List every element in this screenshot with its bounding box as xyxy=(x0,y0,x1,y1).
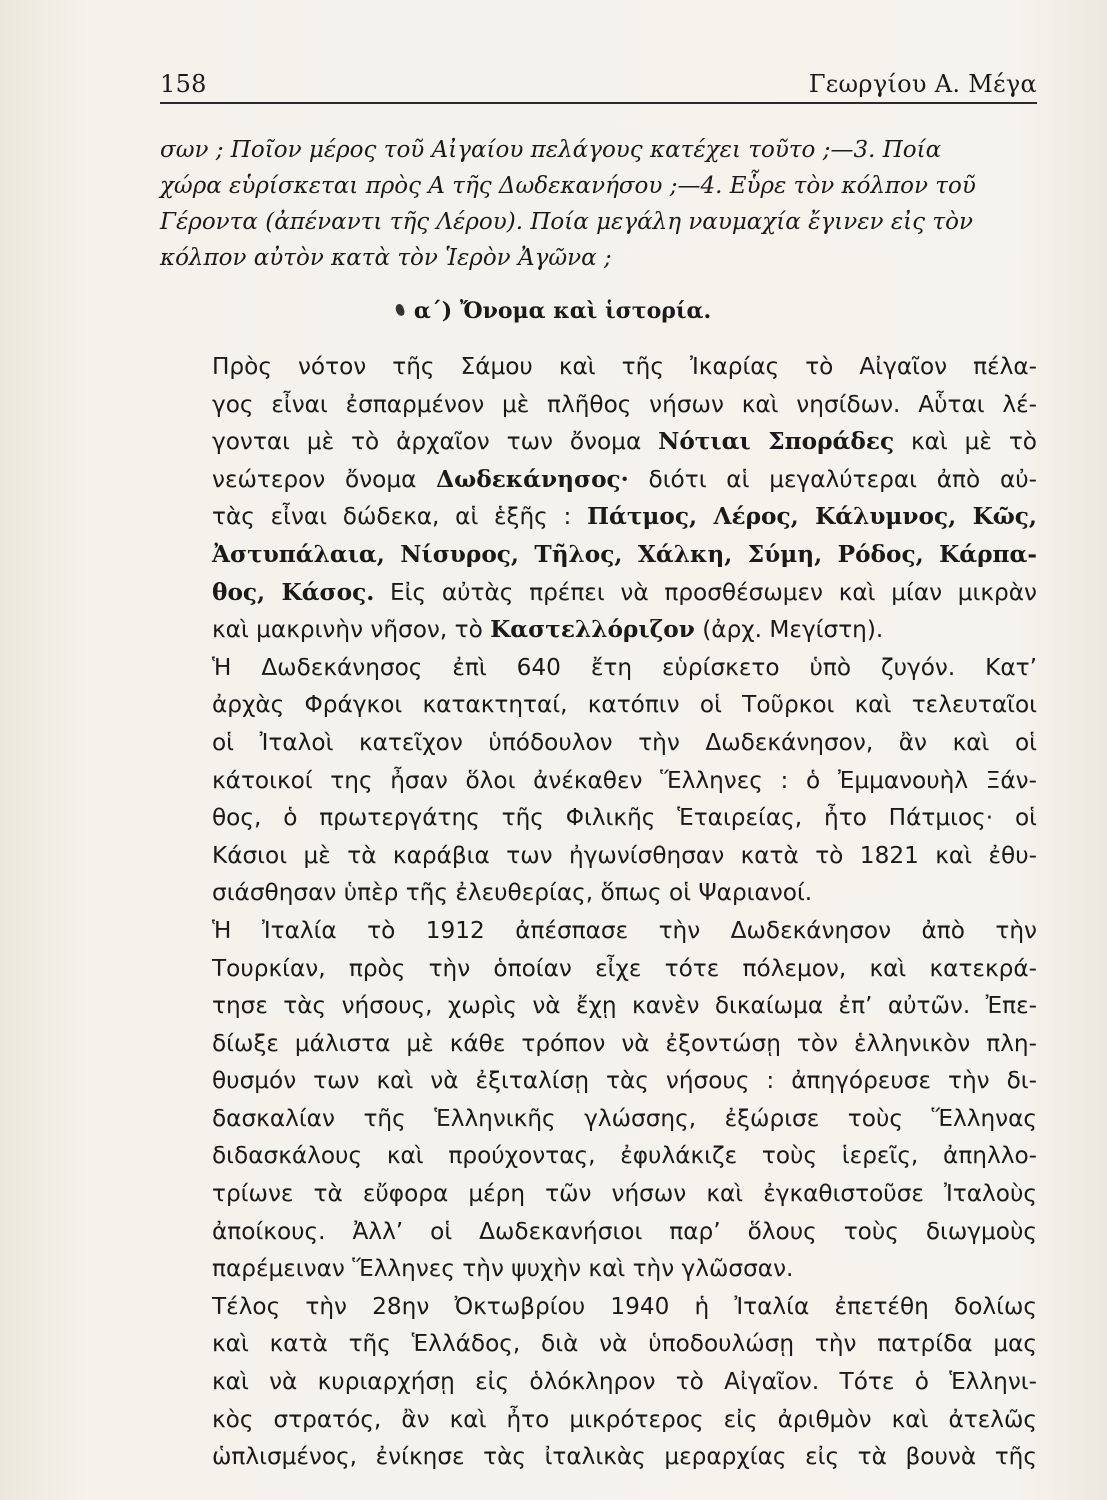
text-line: κάτοικοί της ἦσαν ὅλοι ἀνέκαθεν Ἕλληνες : ὁ Ἐμμανουὴλ Ξάν- xyxy=(212,766,1037,794)
running-head-author: Γεωργίου Α. Μέγα xyxy=(808,70,1037,98)
text-line: ἀρχὰς Φράγκοι κατακτηταί, κατόπιν οἱ Τοῦρκοι καὶ τελευταῖοι xyxy=(212,691,1037,719)
text-line: δασκαλίαν τῆς Ἑλληνικῆς γλώσσης, ἐξώρισε τοὺς Ἕλληνας xyxy=(212,1104,1037,1132)
text-line xyxy=(160,461,1037,499)
text-line xyxy=(160,574,1037,612)
text-line: σιάσθησαν ὑπὲρ τῆς ἐλευθερίας, ὅπως οἱ Ψαριανοί. xyxy=(212,879,813,907)
text-run: γονται μὲ τὸ ἀρχαῖον των ὄνομα xyxy=(212,428,642,456)
section-heading xyxy=(0,298,1107,324)
text-line: διδασκάλους καὶ προύχοντας, ἐφυλάκιζε τοὺς ἱερεῖς, ἀπηλλο- xyxy=(212,1142,1037,1170)
text-line: δίωξε μάλιστα μὲ κάθε τρόπον νὰ ἐξοντώσῃ τὸν ἑλληνικὸν πλη- xyxy=(212,1029,1037,1057)
intro-line: κόλπον αὐτὸν κατὰ τὸν Ἱερὸν Ἀγῶνα ; xyxy=(160,245,612,271)
text-line: καὶ νὰ κυριαρχήσῃ εἰς ὁλόκληρον τὸ Αἰγαῖον. Τότε ὁ Ἑλληνι- xyxy=(212,1368,1037,1396)
text-line: Κάσιοι μὲ τὰ καράβια των ἠγωνίσθησαν κατὰ τὸ 1821 καὶ ἐθυ- xyxy=(212,841,1037,869)
paragraph-history xyxy=(160,649,1037,912)
intro-line: σων ; Ποῖον μέρος τοῦ Αἰγαίου πελάγους κατέχει τοῦτο ;—3. Ποία xyxy=(160,137,942,163)
island-group-name: Δωδεκάνησος· xyxy=(436,465,629,493)
text-line: ὡπλισμένος, ἐνίκησε τὰς ἰταλικὰς μεραρχίας εἰς τὰ βουνὰ τῆς xyxy=(212,1443,1037,1471)
text-line: ἀποίκους. Ἀλλ’ οἱ Δωδεκανήσιοι παρ’ ὅλους τοὺς διωγμοὺς xyxy=(212,1217,1037,1245)
text-line: γος εἶναι ἐσπαρμένον μὲ πλῆθος νήσων καὶ νησίδων. Αὗται λέ- xyxy=(212,390,1037,418)
body-text xyxy=(160,348,1037,1476)
text-run: καὶ μακρινὴν νῆσον, τὸ xyxy=(212,616,483,644)
text-run: τὰς εἶναι δώδεκα, αἱ ἑξῆς : xyxy=(212,503,572,531)
paragraph-name-origin xyxy=(160,348,1037,649)
intro-line: χώρα εὑρίσκεται πρὸς Α τῆς Δωδεκανήσου ;—4. Εὗρε τὸν κόλπον τοῦ xyxy=(160,173,976,199)
page-number: 158 xyxy=(160,70,207,98)
exercise-questions xyxy=(160,132,1037,276)
text-line: Ἡ Δωδεκάνησος ἐπὶ 640 ἔτη εὑρίσκετο ὑπὸ ζυγόν. Κατ’ xyxy=(212,653,1037,681)
text-line: Πρὸς νότον τῆς Σάμου καὶ τῆς Ἰκαρίας τὸ Αἰγαῖον πέλα- xyxy=(212,353,1037,380)
page-header xyxy=(160,60,1037,98)
text-line: παρέμειναν Ἕλληνες τὴν ψυχὴν καὶ τὴν γλῶσσαν. xyxy=(212,1255,794,1283)
text-run: διότι αἱ μεγαλύτεραι ἀπὸ αὐ- xyxy=(648,465,1038,493)
text-line: Τουρκίαν, πρὸς τὴν ὁποίαν εἶχε τότε πόλεμον, καὶ κατεκρά- xyxy=(212,954,1037,982)
section-heading-text: α΄) Ὄνομα καὶ ἱστορία. xyxy=(413,298,712,324)
text-run: νεώτερον ὄνομα xyxy=(212,465,417,493)
text-run: καὶ μὲ τὸ xyxy=(910,428,1037,456)
text-line xyxy=(160,611,1037,649)
island-names: θος, Κάσος. xyxy=(212,578,375,606)
text-line: κὸς στρατός, ἂν καὶ ἦτο μικρότερος εἰς ἀριθμὸν καὶ ἀτελῶς xyxy=(212,1405,1037,1433)
island-names: Πάτμος, Λέρος, Κάλυμνος, Κῶς, xyxy=(587,503,1037,531)
intro-line: Γέροντα (ἀπέναντι τῆς Λέρου). Ποία μεγάλη ναυμαχία ἔγινεν εἰς τὸν xyxy=(160,209,973,235)
paragraph-italian-rule xyxy=(160,912,1037,1288)
text-line: καὶ κατὰ τῆς Ἑλλάδος, διὰ νὰ ὑποδουλώσῃ τὴν πατρίδα μας xyxy=(212,1330,1037,1358)
text-line: θος, ὁ πρωτεργάτης τῆς Φιλικῆς Ἑταιρείας, ἦτο Πάτμιος· οἱ xyxy=(212,804,1037,832)
text-line: Τέλος τὴν 28ην Ὀκτωβρίου 1940 ἡ Ἰταλία ἐπετέθη δολίως xyxy=(212,1292,1037,1320)
text-line xyxy=(160,423,1037,461)
island-names: Ἀστυπάλαια, Νίσυρος, Τῆλος, Χάλκη, Σύμη, Ρόδος, Κάρπα- xyxy=(212,540,1037,568)
text-line: τρίωνε τὰ εὔφορα μέρη τῶν νήσων καὶ ἐγκαθιστοῦσε Ἰταλοὺς xyxy=(212,1180,1037,1208)
text-run: (ἀρχ. Μεγίστη). xyxy=(702,616,884,644)
island-group-name: Νότιαι Σποράδες xyxy=(658,428,895,456)
text-line: οἱ Ἰταλοὶ κατεῖχον ὑπόδουλον τὴν Δωδεκάνησον, ἂν καὶ οἱ xyxy=(212,728,1037,756)
text-line: θυσμόν των καὶ νὰ ἐξιταλίσῃ τὰς νήσους : ἀπηγόρευσε τὴν δι- xyxy=(212,1067,1037,1095)
text-line: Ἡ Ἰταλία τὸ 1912 ἀπέσπασε τὴν Δωδεκάνησον ἀπὸ τὴν xyxy=(212,916,1037,944)
text-line: τησε τὰς νήσους, χωρὶς νὰ ἔχῃ κανὲν δικαίωμα ἐπ’ αὐτῶν. Ἐπε- xyxy=(212,992,1037,1020)
text-line xyxy=(160,536,1037,574)
header-rule xyxy=(160,102,1037,104)
text-run: Εἰς αὐτὰς πρέπει νὰ προσθέσωμεν καὶ μίαν μικρὰν xyxy=(390,578,1038,606)
island-name: Καστελλόριζον xyxy=(490,616,695,644)
paragraph-ww2 xyxy=(160,1288,1037,1476)
ink-mark-icon xyxy=(394,303,405,317)
text-line xyxy=(160,498,1037,536)
